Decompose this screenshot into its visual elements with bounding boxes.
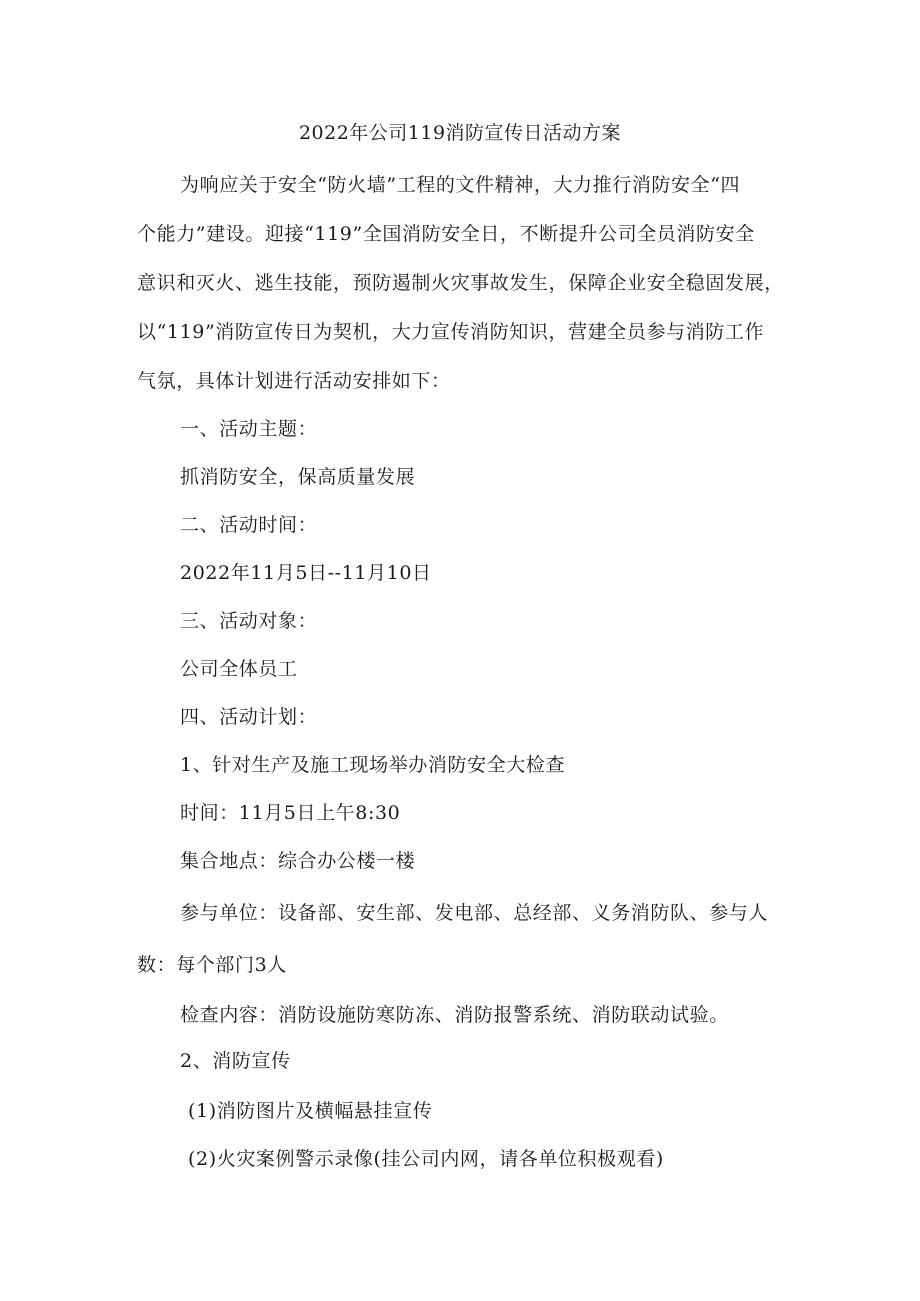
section-time-heading: 二、活动时间： bbox=[180, 514, 318, 536]
plan-item-1-units-line-2: 数：每个部门3人 bbox=[137, 954, 287, 976]
plan-item-2-sub-1: (1)消防图片及横幅悬挂宣传 bbox=[188, 1100, 433, 1122]
plan-item-2-sub-2: (2)火灾案例警示录像(挂公司内网，请各单位积极观看) bbox=[188, 1148, 664, 1170]
section-theme-body: 抓消防安全，保高质量发展 bbox=[180, 466, 416, 488]
document-title: 2022年公司119消防宣传日活动方案 bbox=[298, 122, 622, 144]
plan-item-1-time: 时间：11月5日上午8:30 bbox=[180, 802, 401, 824]
plan-item-1-location: 集合地点：综合办公楼一楼 bbox=[180, 850, 416, 872]
section-plan-heading: 四、活动计划： bbox=[180, 706, 318, 728]
intro-line-5: 气氛，具体计划进行活动安排如下： bbox=[137, 370, 451, 392]
intro-line-2: 个能力”建设。迎接“119”全国消防安全日，不断提升公司全员消防安全 bbox=[137, 223, 755, 245]
intro-line-3: 意识和灭火、逃生技能，预防遏制火灾事故发生，保障企业安全稳固发展， bbox=[137, 272, 784, 294]
section-time-body: 2022年11月5日--11月10日 bbox=[180, 562, 432, 584]
plan-item-1-content: 检查内容：消防设施防寒防冻、消防报警系统、消防联动试验。 bbox=[180, 1004, 729, 1026]
plan-item-2-heading: 2、消防宣传 bbox=[180, 1050, 291, 1072]
plan-item-1-units-line-1: 参与单位：设备部、安生部、发电部、总经部、义务消防队、参与人 bbox=[180, 902, 769, 924]
section-audience-body: 公司全体员工 bbox=[180, 658, 298, 680]
plan-item-1-heading: 1、针对生产及施工现场举办消防安全大检查 bbox=[180, 754, 566, 776]
intro-line-1: 为响应关于安全“防火墙”工程的文件精神，大力推行消防安全“四 bbox=[180, 174, 741, 196]
intro-line-4: 以“119”消防宣传日为契机，大力宣传消防知识，营建全员参与消防工作 bbox=[137, 321, 765, 343]
section-theme-heading: 一、活动主题： bbox=[180, 418, 318, 440]
section-audience-heading: 三、活动对象： bbox=[180, 610, 318, 632]
